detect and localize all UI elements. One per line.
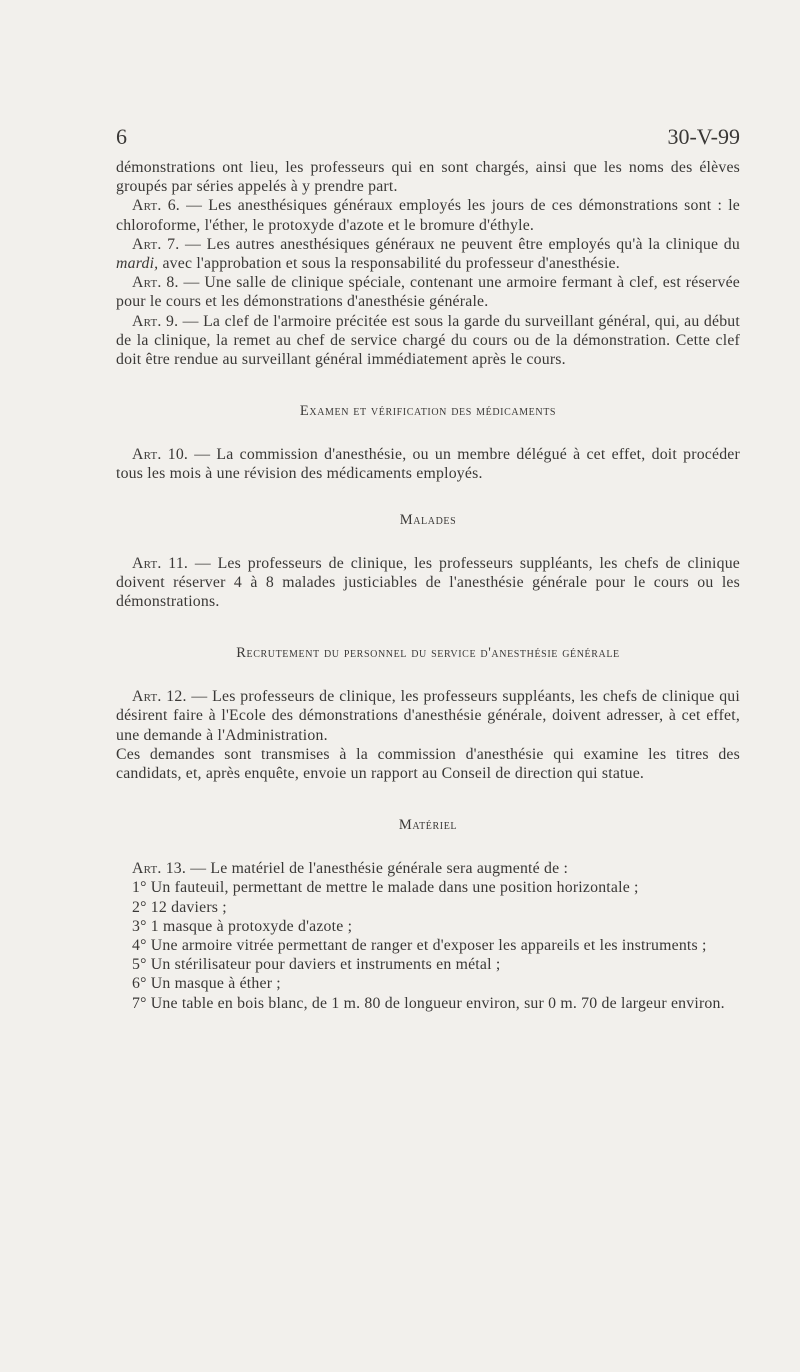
materiel-item: 4° Une armoire vitrée permettant de ranger et d'exposer les appareils et les instruments ; — [132, 937, 707, 955]
article-13 — [116, 859, 740, 878]
article-label: Art. 7. — [132, 235, 180, 253]
page-number: 6 — [116, 124, 127, 149]
article-12-followup: Ces demandes sont transmises à la commission d'anesthésie qui examine les titres des candidats, et, après enquête, envoie un rapport au Conseil de direction qui statue. — [116, 745, 740, 783]
materiel-item: 6° Un masque à éther ; — [132, 975, 281, 993]
article-text: — Les anesthésiques généraux employés les jours de ces démonstrations sont : le chloroforme, l'éther, le protoxyde d'azote et le bromure d'éthyle. — [116, 197, 740, 234]
article-text: — Les professeurs de clinique, les professeurs suppléants, les chefs de clinique qui désirent faire à l'Ecole des démonstrations d'anesthésie générale, doivent adresser, à cet effet, une demande à l'Administration. — [116, 688, 740, 744]
article-label: Art. 13. — [132, 860, 187, 878]
article-text: — Les autres anesthésiques généraux ne peuvent être employés qu'à la clinique du — [179, 235, 740, 253]
article-7 — [116, 235, 740, 273]
article-text: — La commission d'anesthésie, ou un membre délégué à cet effet, doit procéder tous les mois à une révision des médicaments employés. — [116, 446, 740, 483]
page-header — [116, 124, 740, 152]
article-text: — La clef de l'armoire précitée est sous la garde du surveillant général, qui, au début de la clinique, la remet au chef de service chargé du cours ou de la démonstration. Cette clef doit être rendue au surveillant général immédiatement après le cours. — [116, 312, 740, 369]
section-heading-examen: Examen et vérification des médicaments — [299, 403, 557, 420]
article-label: Art. 6. — [132, 197, 180, 215]
section-heading-materiel: Matériel — [398, 817, 458, 834]
article-label: Art. 12. — [132, 688, 187, 706]
article-label: Art. 11. — [132, 554, 189, 572]
materiel-item: 2° 12 daviers ; — [132, 898, 227, 916]
page-date: 30-V-99 — [667, 124, 740, 149]
materiel-item: 5° Un stérilisateur pour daviers et instruments en métal ; — [132, 956, 501, 974]
article-label: Art. 9. — [132, 312, 179, 330]
article-text: — Une salle de clinique spéciale, contenant une armoire fermant à clef, est réservée pour le cours et les démonstrations d'anesthésie générale. — [116, 274, 740, 311]
article-9 — [116, 312, 740, 370]
article-11 — [116, 554, 740, 612]
section-heading-malades: Malades — [399, 511, 457, 528]
article-12 — [116, 687, 740, 745]
materiel-item: 7° Une table en bois blanc, de 1 m. 80 de longueur environ, sur 0 m. 70 de largeur environ. — [132, 994, 725, 1012]
article-text: — Le matériel de l'anesthésie générale sera augmenté de : — [186, 860, 569, 878]
document-page — [116, 124, 740, 1013]
article-text: avec l'approbation et sous la responsabilité du professeur d'anesthésie. — [158, 255, 620, 273]
materiel-item: 1° Un fauteuil, permettant de mettre le malade dans une position horizontale ; — [132, 879, 639, 897]
article-emphasis: mardi, — [116, 255, 159, 273]
article-6 — [116, 196, 740, 234]
paragraph-continuation: démonstrations ont lieu, les professeurs qui en sont chargés, ainsi que les noms des élèves groupés par séries appelés à y prendre part. — [116, 159, 740, 196]
article-label: Art. 10. — [132, 446, 189, 464]
section-heading-recrutement: Recrutement du personnel du service d'anesthésie générale — [236, 645, 620, 662]
article-8 — [116, 273, 740, 311]
article-10 — [116, 445, 740, 483]
article-text: — Les professeurs de clinique, les professeurs suppléants, les chefs de clinique doivent réserver 4 à 8 malades justiciables de l'anesthésie générale pour le cours ou les démonstrations. — [116, 554, 741, 611]
article-label: Art. 8. — [132, 274, 179, 292]
materiel-item: 3° 1 masque à protoxyde d'azote ; — [132, 917, 353, 935]
